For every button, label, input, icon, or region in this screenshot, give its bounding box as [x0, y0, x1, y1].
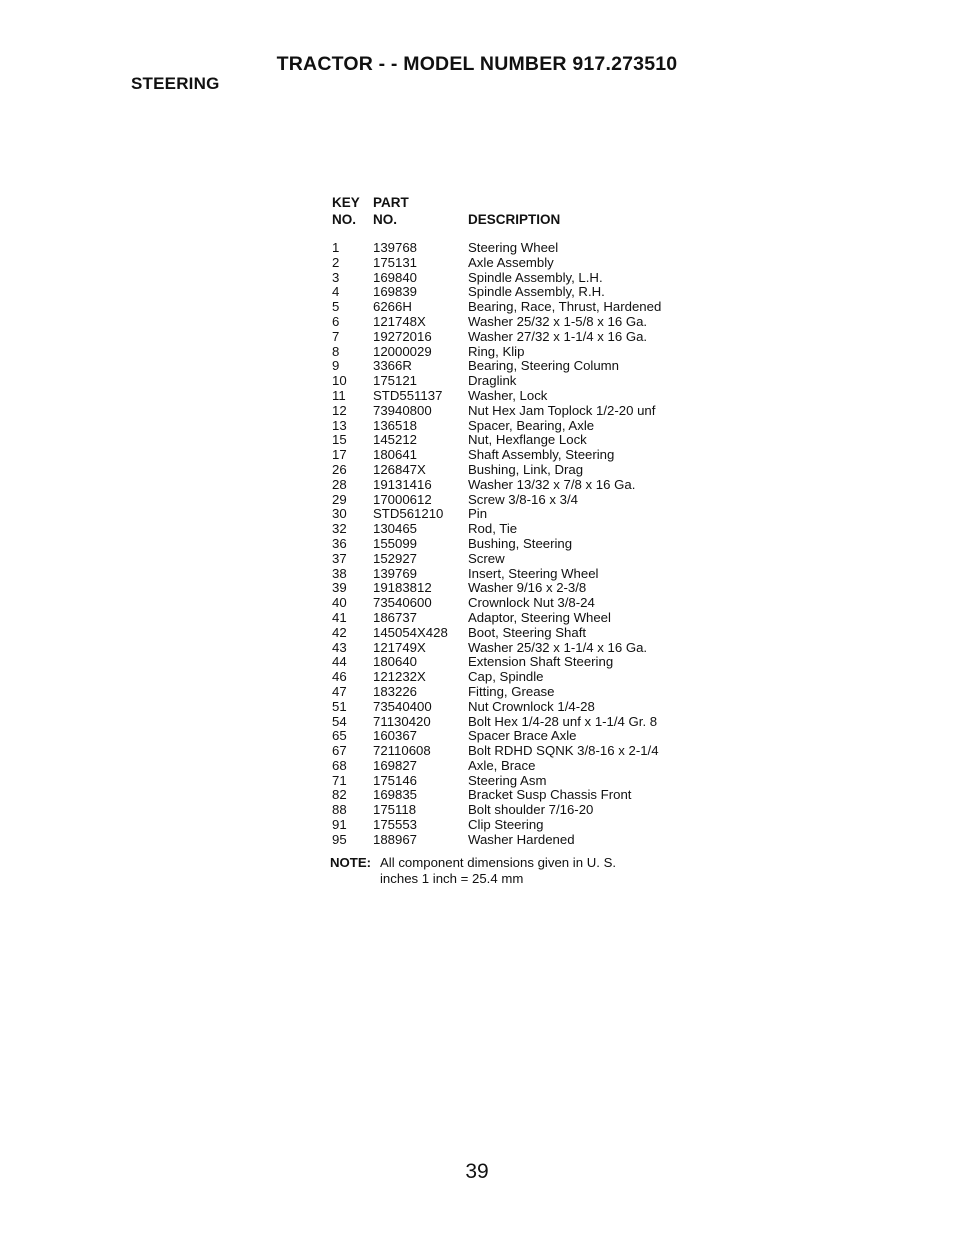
table-row: [332, 271, 661, 286]
key-no-cell: 28: [332, 476, 347, 492]
description-cell: Bolt RDHD SQNK 3/8-16 x 2-1/4: [468, 743, 659, 759]
description-cell: Spindle Assembly, L.H.: [468, 269, 603, 285]
description-cell: Bearing, Race, Thrust, Hardened: [468, 299, 662, 315]
part-no-cell: 145054X428: [373, 624, 448, 640]
part-no-cell: 180641: [373, 447, 418, 463]
key-no-cell: 42: [332, 624, 347, 640]
description-cell: Boot, Steering Shaft: [468, 624, 587, 640]
section-title: STEERING: [131, 74, 220, 93]
description-cell: Screw 3/8-16 x 3/4: [468, 491, 578, 507]
table-row: [332, 744, 661, 759]
description-cell: Washer 27/32 x 1-1/4 x 16 Ga.: [468, 328, 648, 344]
table-row: [332, 330, 661, 345]
description-cell: Washer 25/32 x 1-1/4 x 16 Ga.: [468, 639, 648, 655]
parts-table-body: [332, 241, 661, 848]
description-cell: Nut Hex Jam Toplock 1/2-20 unf: [468, 402, 656, 418]
part-no-cell: 12000029: [373, 343, 432, 359]
description-cell: Extension Shaft Steering: [468, 654, 614, 670]
key-no-cell: 12: [332, 402, 347, 418]
table-row: [332, 419, 661, 434]
key-no-cell: 82: [332, 787, 347, 803]
part-no-cell: 155099: [373, 535, 418, 551]
part-no-header-line1: PART: [373, 195, 409, 210]
key-no-cell: 40: [332, 595, 347, 611]
table-row: [332, 285, 661, 300]
table-row: [332, 818, 661, 833]
parts-list: [332, 195, 661, 848]
description-cell: Axle, Brace: [468, 757, 536, 773]
key-no-cell: 36: [332, 535, 347, 551]
key-no-cell: 30: [332, 506, 347, 522]
part-no-cell: 183226: [373, 683, 418, 699]
key-no-cell: 9: [332, 358, 340, 374]
key-no-cell: 8: [332, 343, 340, 359]
description-cell: Bushing, Link, Drag: [468, 461, 584, 477]
table-row: [332, 641, 661, 656]
part-no-cell: 188967: [373, 831, 418, 847]
part-no-cell: 175118: [373, 802, 417, 818]
description-cell: Shaft Assembly, Steering: [468, 447, 615, 463]
part-no-cell: 72110608: [373, 743, 431, 759]
part-no-cell: 121749X: [373, 639, 426, 655]
part-no-cell: 73940800: [373, 402, 432, 418]
description-cell: Fitting, Grease: [468, 683, 555, 699]
table-row: [332, 345, 661, 360]
table-row: [332, 596, 661, 611]
key-no-cell: 44: [332, 654, 347, 670]
key-no-cell: 37: [332, 550, 347, 566]
description-cell: Insert, Steering Wheel: [468, 565, 599, 581]
table-row: [332, 803, 661, 818]
part-no-cell: 169835: [373, 787, 418, 803]
description-cell: Adaptor, Steering Wheel: [468, 609, 611, 625]
table-row: [332, 300, 661, 315]
part-no-cell: 175553: [373, 817, 418, 833]
key-no-cell: 17: [332, 447, 347, 463]
key-no-cell: 67: [332, 743, 347, 759]
key-no-cell: 3: [332, 269, 340, 285]
key-no-cell: 7: [332, 328, 340, 344]
part-no-cell: 169827: [373, 757, 418, 773]
part-no-cell: STD561210: [373, 506, 444, 522]
part-no-cell: 6266H: [373, 299, 412, 315]
description-cell: Washer Hardened: [468, 831, 575, 847]
key-no-cell: 10: [332, 373, 347, 389]
table-row: [332, 493, 661, 508]
part-no-cell: 3366R: [373, 358, 412, 374]
description-cell: Bolt Hex 1/4-28 unf x 1-1/4 Gr. 8: [468, 713, 658, 729]
note-label: NOTE:: [330, 855, 372, 870]
table-row: [332, 788, 661, 803]
key-no-cell: 95: [332, 831, 347, 847]
key-no-cell: 43: [332, 639, 347, 655]
description-cell: Bearing, Steering Column: [468, 358, 620, 374]
part-no-cell: 130465: [373, 521, 418, 537]
description-cell: Bracket Susp Chassis Front: [468, 787, 632, 803]
part-no-cell: 175121: [373, 373, 418, 389]
description-cell: Crownlock Nut 3/8-24: [468, 595, 595, 611]
key-no-cell: 71: [332, 772, 347, 788]
table-row: [332, 626, 661, 641]
table-row: [332, 315, 661, 330]
table-row: [332, 537, 661, 552]
table-row: [332, 670, 661, 685]
key-no-cell: 32: [332, 521, 347, 537]
key-no-cell: 6: [332, 313, 340, 329]
page-title: TRACTOR - - MODEL NUMBER 917.273510: [276, 53, 678, 75]
table-row: [332, 833, 661, 848]
description-cell: Nut Crownlock 1/4-28: [468, 698, 595, 714]
key-no-cell: 68: [332, 757, 347, 773]
part-no-cell: 136518: [373, 417, 418, 433]
key-no-cell: 38: [332, 565, 347, 581]
description-cell: Cap, Spindle: [468, 669, 544, 685]
table-row: [332, 729, 661, 744]
part-no-cell: 139769: [373, 565, 418, 581]
table-row: [332, 611, 661, 626]
table-row: [332, 685, 661, 700]
key-no-cell: 46: [332, 669, 347, 685]
part-no-header-line2: NO.: [373, 211, 398, 227]
description-cell: Washer, Lock: [468, 387, 548, 403]
description-cell: Draglink: [468, 373, 517, 389]
part-no-cell: 121232X: [373, 669, 426, 685]
part-no-cell: 186737: [373, 609, 418, 625]
key-no-cell: 15: [332, 432, 347, 448]
description-cell: Steering Wheel: [468, 240, 559, 255]
part-no-cell: 169839: [373, 284, 418, 300]
key-no-header-line1: KEY: [332, 195, 360, 210]
table-row: [332, 522, 661, 537]
part-no-cell: 126847X: [373, 461, 426, 477]
table-row: [332, 567, 661, 582]
key-no-cell: 47: [332, 683, 347, 699]
table-row: [332, 774, 661, 789]
key-no-cell: 65: [332, 728, 347, 744]
part-no-cell: 19183812: [373, 580, 432, 596]
table-row: [332, 759, 661, 774]
page-number: 39: [465, 1160, 489, 1183]
description-cell: Washer 13/32 x 7/8 x 16 Ga.: [468, 476, 636, 492]
table-row: [332, 359, 661, 374]
table-row: [332, 478, 661, 493]
part-no-cell: 19131416: [373, 476, 432, 492]
table-row: [332, 389, 661, 404]
part-no-cell: 17000612: [373, 491, 432, 507]
description-cell: Axle Assembly: [468, 254, 554, 270]
part-no-cell: 19272016: [373, 328, 432, 344]
parts-table-header: [332, 195, 661, 228]
part-no-cell: 139768: [373, 240, 418, 255]
description-cell: Steering Asm: [468, 772, 547, 788]
table-row: [332, 463, 661, 478]
part-no-cell: 121748X: [373, 313, 426, 329]
part-no-cell: 145212: [373, 432, 418, 448]
description-header: DESCRIPTION: [468, 211, 561, 227]
description-cell: Nut, Hexflange Lock: [468, 432, 587, 448]
table-row: [332, 256, 661, 271]
table-row: [332, 581, 661, 596]
description-cell: Washer 25/32 x 1-5/8 x 16 Ga.: [468, 313, 648, 329]
key-no-cell: 13: [332, 417, 347, 433]
key-no-cell: 51: [332, 698, 347, 714]
part-no-cell: 73540600: [373, 595, 432, 611]
description-cell: Bolt shoulder 7/16-20: [468, 802, 594, 818]
part-no-cell: STD551137: [373, 387, 443, 403]
part-no-cell: 71130420: [373, 713, 431, 729]
part-no-cell: 73540400: [373, 698, 432, 714]
description-cell: Rod, Tie: [468, 521, 518, 537]
key-no-cell: 41: [332, 609, 347, 625]
description-cell: Ring, Klip: [468, 343, 525, 359]
note: [330, 855, 650, 887]
key-no-cell: 54: [332, 713, 347, 729]
part-no-cell: 175131: [373, 254, 418, 270]
part-no-cell: 180640: [373, 654, 418, 670]
description-cell: Bushing, Steering: [468, 535, 573, 551]
description-cell: Spindle Assembly, R.H.: [468, 284, 605, 300]
key-no-cell: 26: [332, 461, 347, 477]
part-no-cell: 160367: [373, 728, 418, 744]
description-cell: Washer 9/16 x 2-3/8: [468, 580, 587, 596]
key-no-cell: 1: [332, 240, 340, 255]
description-cell: Screw: [468, 550, 505, 566]
key-no-cell: 29: [332, 491, 347, 507]
table-row: [332, 374, 661, 389]
key-no-cell: 2: [332, 254, 340, 270]
table-row: [332, 241, 661, 256]
key-no-cell: 39: [332, 580, 347, 596]
table-row: [332, 448, 661, 463]
key-no-cell: 4: [332, 284, 340, 300]
table-row: [332, 655, 661, 670]
table-row: [332, 507, 661, 522]
description-cell: Clip Steering: [468, 817, 544, 833]
table-row: [332, 404, 661, 419]
key-no-cell: 11: [332, 387, 346, 403]
table-row: [332, 700, 661, 715]
part-no-cell: 175146: [373, 772, 418, 788]
description-cell: Spacer, Bearing, Axle: [468, 417, 595, 433]
table-row: [332, 433, 661, 448]
key-no-cell: 5: [332, 299, 340, 315]
note-text: All component dimensions given in U. S. inches 1 inch = 25.4 mm: [380, 855, 617, 886]
key-no-cell: 91: [332, 817, 347, 833]
part-no-cell: 169840: [373, 269, 418, 285]
part-no-cell: 152927: [373, 550, 418, 566]
description-cell: Spacer Brace Axle: [468, 728, 577, 744]
description-cell: Pin: [468, 506, 488, 522]
table-row: [332, 552, 661, 567]
key-no-header-line2: NO.: [332, 211, 357, 227]
key-no-cell: 88: [332, 802, 347, 818]
table-row: [332, 715, 661, 730]
